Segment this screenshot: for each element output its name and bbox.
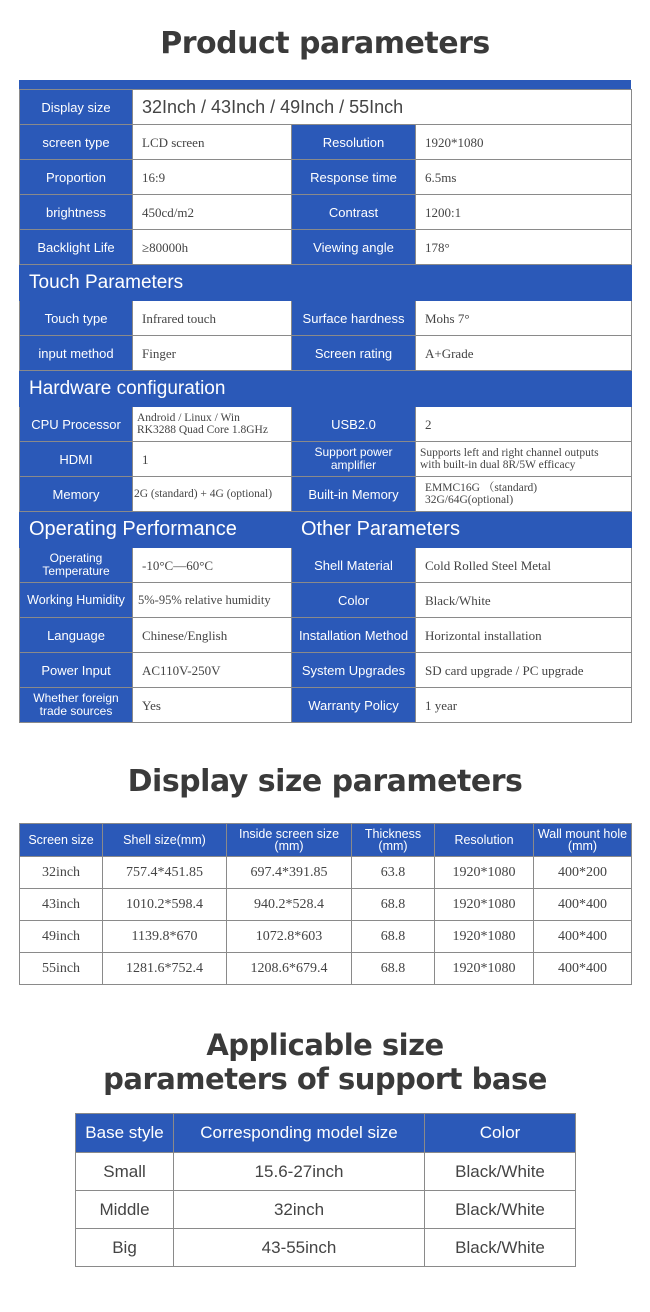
param-label [292,442,416,477]
table-row [20,301,632,336]
param-value [133,407,292,442]
param-label: Resolution [292,125,416,160]
table-row [20,583,632,618]
param-value: AC110V-250V [133,653,292,688]
table-cell: Black/White [425,1191,576,1229]
table-row [20,230,632,265]
param-label-line: Support power [314,445,393,459]
param-value: Yes [133,688,292,723]
table-cell: 697.4*391.85 [227,857,352,889]
table-cell: 43inch [20,889,103,921]
param-label: Viewing angle [292,230,416,265]
table-cell: 68.8 [352,889,435,921]
param-label: Contrast [292,195,416,230]
table-cell: 400*400 [534,953,632,985]
table-cell: 15.6-27inch [174,1153,425,1191]
param-label: screen type [20,125,133,160]
param-label: Power Input [20,653,133,688]
param-label: Language [20,618,133,653]
param-label: Warranty Policy [292,688,416,723]
touch-parameters-header: Touch Parameters [20,265,632,301]
table-cell: 1920*1080 [435,889,534,921]
param-value: Black/White [416,583,632,618]
table-row [20,953,632,985]
column-header: Base style [76,1114,174,1153]
param-label: Proportion [20,160,133,195]
table-row [20,195,632,230]
param-label [20,548,133,583]
table-cell: 32inch [20,857,103,889]
display-size-parameters-title: Display size parameters [127,764,523,799]
table-cell: 63.8 [352,857,435,889]
table-cell: 940.2*528.4 [227,889,352,921]
param-value: Cold Rolled Steel Metal [416,548,632,583]
table-header-row [20,824,632,857]
top-accent-bar [19,80,631,89]
column-header: Corresponding model size [174,1114,425,1153]
table-cell: Black/White [425,1153,576,1191]
table-cell: 1920*1080 [435,857,534,889]
param-label: Built-in Memory [292,477,416,512]
section-header-row [20,371,632,407]
param-label: Touch type [20,301,133,336]
param-value: 450cd/m2 [133,195,292,230]
param-value-line: Android / Linux / Win [137,412,240,424]
column-header-line: Wall mount hole [537,827,628,841]
param-value: Horizontal installation [416,618,632,653]
table-cell: Big [76,1229,174,1267]
param-label: USB2.0 [292,407,416,442]
table-row [20,336,632,371]
param-value: Finger [133,336,292,371]
param-label: Memory [20,477,133,512]
table-row [20,90,632,125]
column-header: Screen size [20,824,103,857]
param-label-line: Operating [49,551,103,565]
param-value-line: Supports left and right channel outputs [420,447,599,459]
param-value: 2G (standard) + 4G (optional) [133,477,292,512]
param-value-line: with built-in dual 8R/5W efficacy [420,459,576,471]
column-header-line: (mm) [567,839,598,853]
param-value [416,442,632,477]
param-value: 5%-95% relative humidity [133,583,292,618]
column-header-line: (mm) [378,839,408,853]
param-value: LCD screen [133,125,292,160]
param-label-line: amplifier [330,458,377,472]
operating-performance-header: Operating Performance [20,512,292,548]
table-row [20,160,632,195]
table-cell: 68.8 [352,921,435,953]
table-row [20,653,632,688]
column-header-line: Inside screen size [238,827,340,841]
column-header: Shell size(mm) [103,824,227,857]
column-header-line: Thickness [364,827,422,841]
table-cell: 757.4*451.85 [103,857,227,889]
table-cell: 43-55inch [174,1229,425,1267]
param-value: Infrared touch [133,301,292,336]
column-header: Resolution [435,824,534,857]
column-header [534,824,632,857]
param-value: 6.5ms [416,160,632,195]
table-row [20,548,632,583]
section-header-row [20,265,632,301]
table-row [76,1229,576,1267]
support-base-title-line: parameters of support base [103,1062,547,1096]
param-value [416,477,632,512]
table-cell: 1281.6*752.4 [103,953,227,985]
param-value-line: EMMC16G （standard) [425,482,538,494]
param-value: 1 year [416,688,632,723]
support-base-table [75,1113,576,1267]
product-parameters-title: Product parameters [160,26,490,61]
table-cell: 1920*1080 [435,921,534,953]
column-header [352,824,435,857]
table-row [20,857,632,889]
table-cell: Small [76,1153,174,1191]
param-value: A+Grade [416,336,632,371]
param-label-line: Temperature [42,564,110,578]
table-row [20,125,632,160]
column-header [227,824,352,857]
table-cell: 49inch [20,921,103,953]
table-row [20,407,632,442]
param-label-line: Whether foreign [33,691,119,705]
table-cell: Black/White [425,1229,576,1267]
support-base-title-line: Applicable size [206,1028,444,1062]
param-value: SD card upgrade / PC upgrade [416,653,632,688]
support-base-title [0,1028,650,1096]
table-cell: 1010.2*598.4 [103,889,227,921]
display-size-label: Display size [20,90,133,125]
table-cell: Middle [76,1191,174,1229]
param-value: -10°C—60°C [133,548,292,583]
param-label: Color [292,583,416,618]
param-label: Shell Material [292,548,416,583]
table-row [20,889,632,921]
display-size-value: 32Inch / 43Inch / 49Inch / 55Inch [133,90,632,125]
other-parameters-header: Other Parameters [292,512,632,548]
param-value: 178° [416,230,632,265]
table-row [20,442,632,477]
hardware-configuration-header: Hardware configuration [20,371,632,407]
param-label: Screen rating [292,336,416,371]
param-label: Surface hardness [292,301,416,336]
product-parameters-table [19,89,632,723]
table-row [76,1191,576,1229]
column-header-line: (mm) [274,839,304,853]
param-label: brightness [20,195,133,230]
param-value-line: 32G/64G(optional) [425,494,514,506]
param-label: System Upgrades [292,653,416,688]
table-cell: 55inch [20,953,103,985]
table-cell: 1208.6*679.4 [227,953,352,985]
param-label: CPU Processor [20,407,133,442]
column-header: Color [425,1114,576,1153]
section-header-row [20,512,632,548]
table-row [20,921,632,953]
table-cell: 1920*1080 [435,953,534,985]
table-cell: 32inch [174,1191,425,1229]
table-cell: 400*200 [534,857,632,889]
param-label: input method [20,336,133,371]
param-value: 1200:1 [416,195,632,230]
table-cell: 400*400 [534,889,632,921]
table-row [20,477,632,512]
table-header-row [76,1114,576,1153]
param-value: 1 [133,442,292,477]
table-row [20,688,632,723]
param-value: 1920*1080 [416,125,632,160]
table-row [20,618,632,653]
display-size-table [19,823,632,985]
param-value-line: RK3288 Quad Core 1.8GHz [137,424,268,436]
param-label: Response time [292,160,416,195]
table-cell: 68.8 [352,953,435,985]
param-label [20,688,133,723]
table-cell: 400*400 [534,921,632,953]
param-label: Backlight Life [20,230,133,265]
param-value: ≥80000h [133,230,292,265]
param-value: 16:9 [133,160,292,195]
param-value: 2 [416,407,632,442]
param-value: Chinese/English [133,618,292,653]
table-cell: 1072.8*603 [227,921,352,953]
param-label-line: trade sources [39,704,113,718]
param-value: Mohs 7° [416,301,632,336]
table-row [76,1153,576,1191]
param-label: HDMI [20,442,133,477]
param-label: Working Humidity [20,583,133,618]
param-label: Installation Method [292,618,416,653]
table-cell: 1139.8*670 [103,921,227,953]
